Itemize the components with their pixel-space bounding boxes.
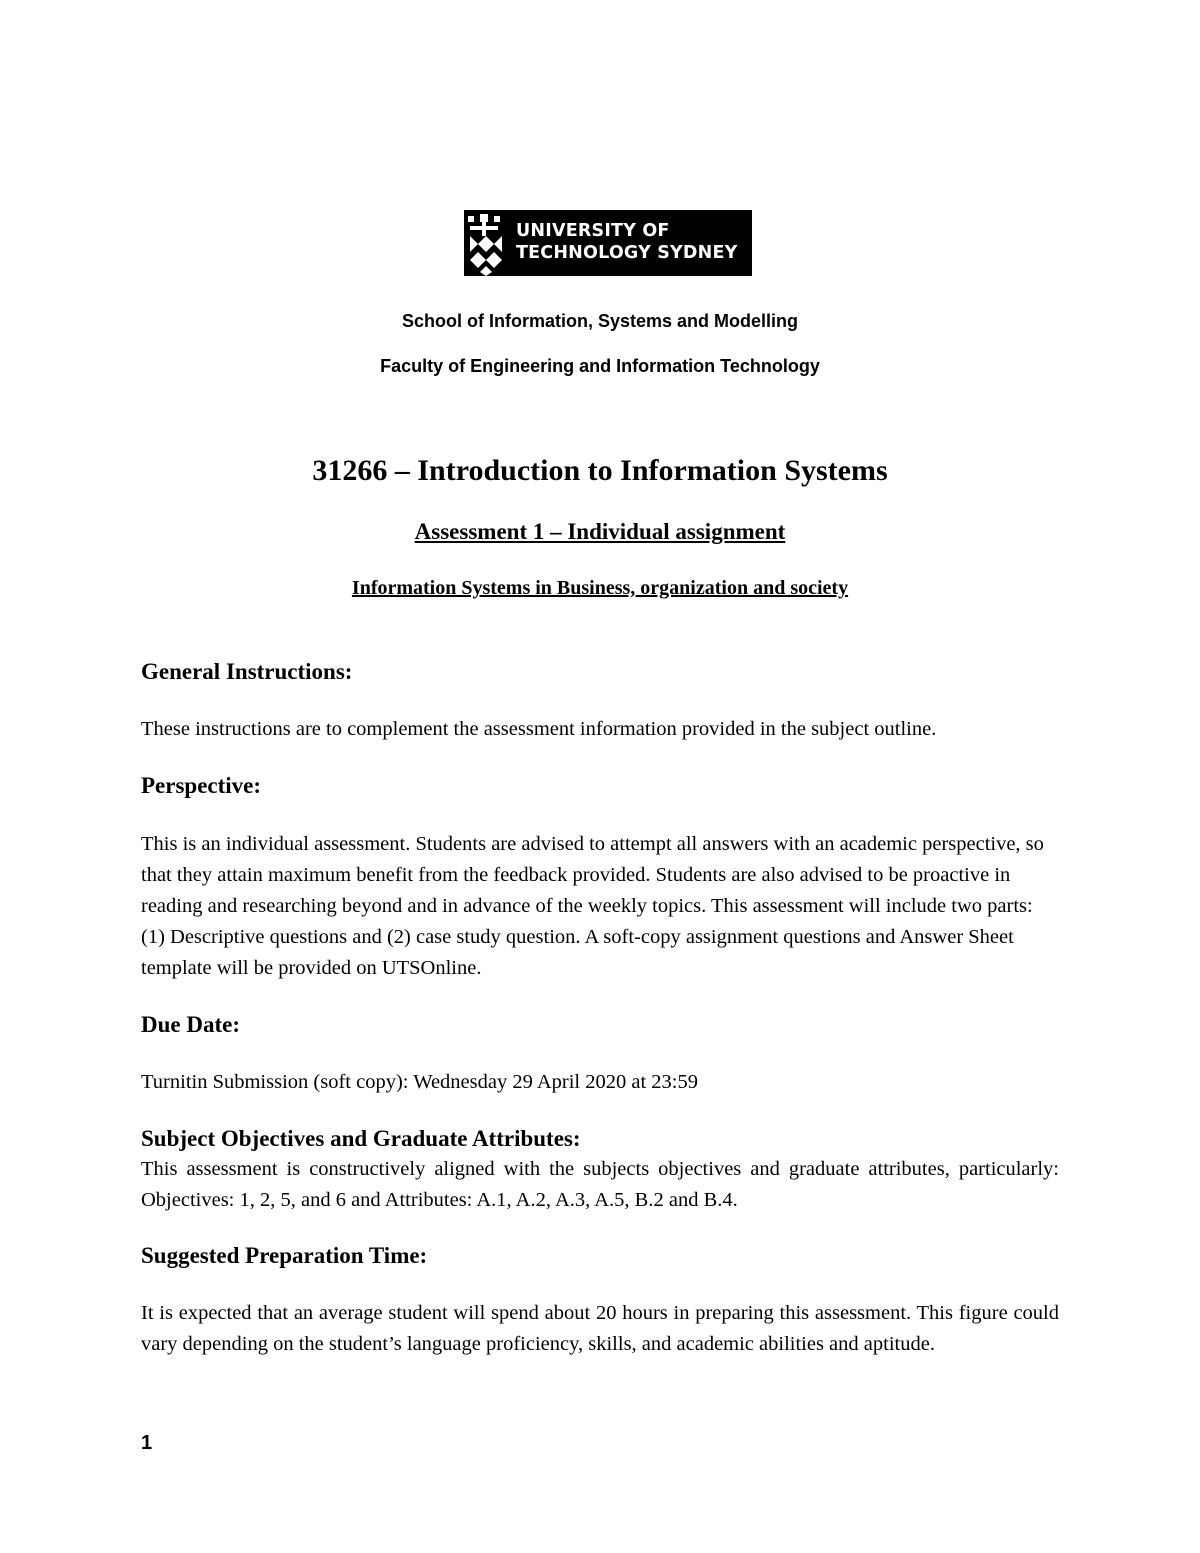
logo-line-1: UNIVERSITY OF [516,221,670,241]
assessment-topic: Information Systems in Business, organization and society [351,577,849,599]
general-instructions-body: These instructions are to complement the assessment information provided in the subject outline. [141,718,937,740]
assessment-title: Assessment 1 – Individual assignment [414,519,786,544]
school-name: School of Information, Systems and Modelling [401,311,799,331]
faculty-name: Faculty of Engineering and Information Technology [380,356,820,376]
objectives-body: This assessment is constructively aligned with the subjects objectives and graduate attributes, particularly: Objectives: 1, 2, 5, and 6 and Attributes: A.1, A.2, A.3, A.5, B.2 and B.4. [141,1158,1059,1211]
general-instructions-heading: General Instructions: [141,659,353,684]
uts-emblem-icon [464,210,514,276]
uts-logo [464,210,752,276]
perspective-heading: Perspective: [141,773,262,798]
logo-wordmark [516,220,738,264]
preparation-heading: Suggested Preparation Time: [141,1243,428,1268]
perspective-body: This is an individual assessment. Students are advised to attempt all answers with an academic perspective, so that they attain maximum benefit from the feedback provided. Students are also advised to be proactive in reading and researching beyond and in advance of the weekly topics. This assessment will include two parts: (1) Descriptive questions and (2) case study question. A soft-copy assignment questions and Answer Sheet template will be provided on UTSOnline. [141,833,1044,979]
due-date-body: Turnitin Submission (soft copy): Wednesday 29 April 2020 at 23:59 [141,1071,698,1093]
logo-line-2: TECHNOLOGY SYDNEY [516,243,738,263]
page-number: 1 [141,1432,153,1454]
objectives-heading: Subject Objectives and Graduate Attributes: [141,1126,581,1151]
preparation-body: It is expected that an average student will spend about 20 hours in preparing this assessment. This figure could vary depending on the student’s language proficiency, skills, and academic abilities and aptitude. [141,1302,1059,1355]
due-date-heading: Due Date: [141,1012,240,1037]
subject-title: 31266 – Introduction to Information Systems [312,454,888,487]
